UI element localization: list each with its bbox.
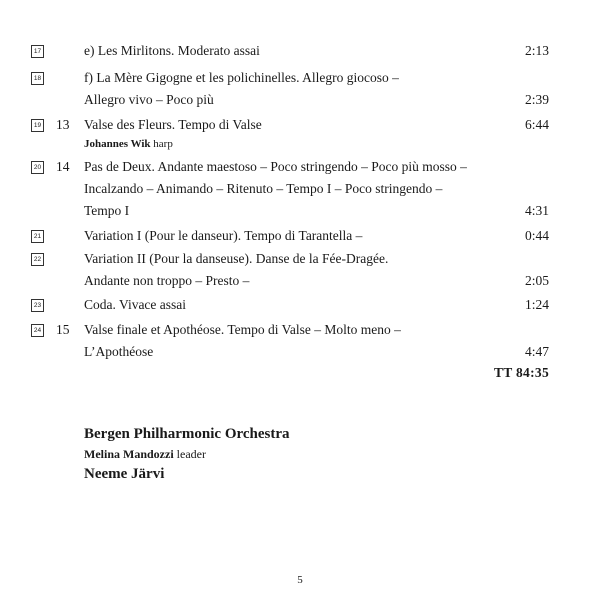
track-title [84,114,524,152]
track-title-line: Coda. Vivace assai [84,297,187,312]
page-number: 5 [297,574,303,586]
track-index-box: 21 [31,230,44,243]
track-title [84,156,524,222]
track-duration: 1:24 [524,297,549,312]
track-duration: 2:05 [524,273,549,288]
track-title [84,225,524,247]
soloist-name: Johannes Wik [84,138,151,150]
orchestra-name: Bergen Philharmonic Orchestra [84,426,290,442]
movement-number: 13 [56,117,70,132]
track-index-box: 19 [31,119,44,132]
leader-role: leader [176,447,206,461]
leader-credit [84,445,290,463]
track-title-line: Valse des Fleurs. Tempo di Valse [84,117,262,132]
track-title-line: e) Les Mirlitons. Moderato assai [84,43,260,58]
track-index-box: 23 [31,299,44,312]
track-title [84,67,524,111]
track-index-box: 24 [31,324,44,337]
track-duration: 6:44 [524,117,549,132]
track-title-line: Variation I (Pour le danseur). Tempo di Tarantella – [84,228,363,243]
track-duration: 2:13 [524,43,549,58]
track-index-box: 18 [31,72,44,85]
movement-number: 14 [56,159,70,174]
total-time: TT 84:35 [493,365,549,380]
track-title-line: f) La Mère Gigogne et les polichinelles. Allegro giocoso – [84,70,399,85]
track-duration: 0:44 [524,228,549,243]
track-title [84,319,524,363]
track-title-line: Tempo I [84,203,130,218]
soloist-instrument: harp [153,138,173,150]
track-title-line: L’Apothéose [84,344,154,359]
track-title-line: Incalzando – Animando – Ritenuto – Tempo I – Poco stringendo – [84,181,443,196]
leader-name: Melina Mandozzi [84,447,174,461]
track-title-line: Variation II (Pour la danseuse). Danse de la Fée-Dragée. [84,251,389,266]
track-title-line: Allegro vivo – Poco più [84,92,214,107]
conductor-name: Neeme Järvi [84,466,165,482]
track-duration: 2:39 [524,92,549,107]
track-title-line: Andante non troppo – Presto – [84,273,250,288]
track-duration: 4:31 [524,203,549,218]
soloist-credit [84,136,524,152]
track-title-line: Valse finale et Apothéose. Tempo di Valse – Molto meno – [84,322,401,337]
track-index-box: 17 [31,45,44,58]
track-title [84,294,524,316]
movement-number: 15 [56,322,70,337]
performer-credits [84,423,290,485]
track-title [84,40,524,62]
track-index-box: 20 [31,161,44,174]
track-duration: 4:47 [524,344,549,359]
track-title [84,248,524,292]
track-index-box: 22 [31,253,44,266]
track-title-line: Pas de Deux. Andante maestoso – Poco stringendo – Poco più mosso – [84,159,467,174]
